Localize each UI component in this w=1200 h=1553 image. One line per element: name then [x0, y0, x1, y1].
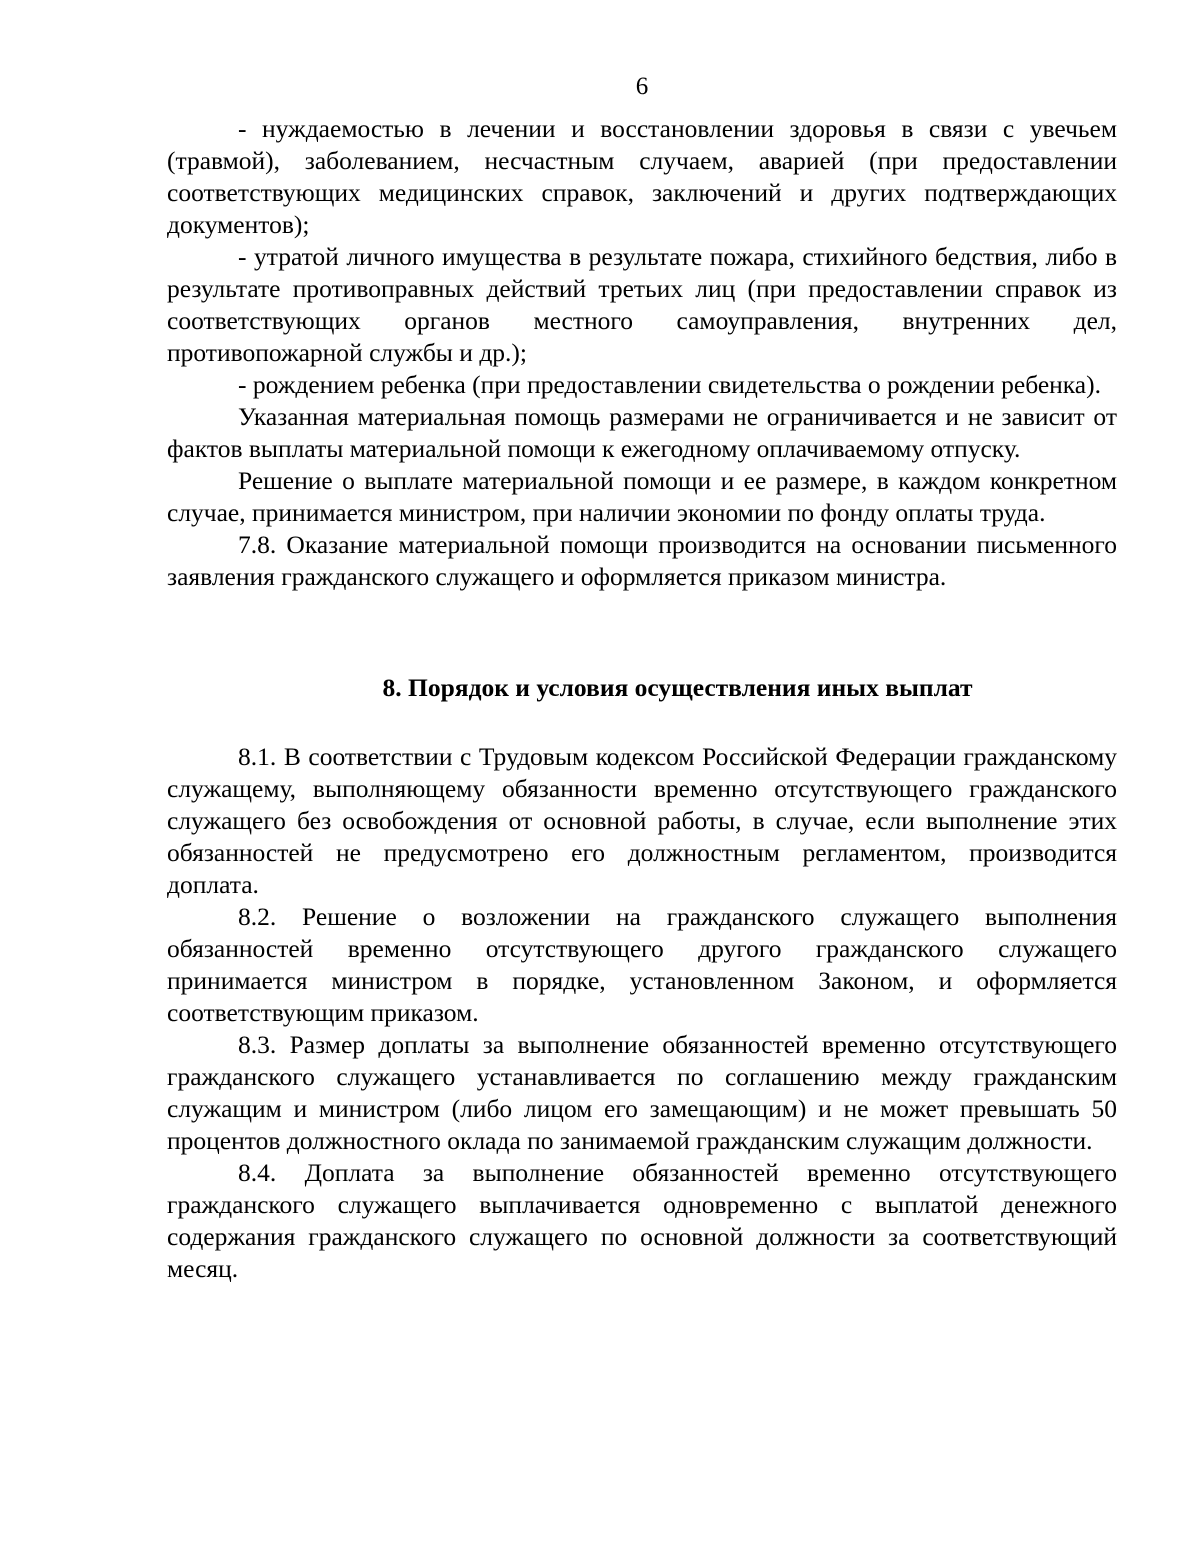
paragraph-child-birth: - рождением ребенка (при предоставлении свидетельства о рождении ребенка).: [238, 370, 1101, 399]
paragraph-aid-not-limited: Указанная материальная помощь размерами не ограничивается и не зависит от фактов выплаты материальной помощи к ежегодному оплачиваемому отпуску.: [167, 402, 1117, 463]
paragraph-health-needs: - нуждаемостью в лечении и восстановлении здоровья в связи с увечьем (травмой), заболеванием, несчастным случаем, аварией (при предоставлении соответствующих медицинских справок, заключений и других подтверждающих документов);: [167, 114, 1117, 239]
paragraph-8-4: 8.4. Доплата за выполнение обязанностей временно отсутствующего гражданского служащего выплачивается одновременно с выплатой денежного содержания гражданского служащего по основной должности за соответствующий месяц.: [167, 1158, 1117, 1283]
paragraph-8-3: 8.3. Размер доплаты за выполнение обязанностей временно отсутствующего гражданского служащего устанавливается по соглашению между гражданским служащим и министром (либо лицом его замещающим) и не может превышать 50 процентов должностного оклада по занимаемой гражданским служащим должности.: [167, 1030, 1117, 1155]
section-heading: 8. Порядок и условия осуществления иных выплат: [382, 673, 973, 702]
page-number: 6: [635, 73, 649, 100]
document-body: [167, 113, 1117, 1285]
paragraph-8-1: 8.1. В соответствии с Трудовым кодексом Российской Федерации гражданскому служащему, выполняющему обязанности временно отсутствующего гражданского служащего без освобождения от основной работы, в случае, если выполнение этих обязанностей не предусмотрено его должностным регламентом, производится доплата.: [167, 742, 1117, 899]
paragraph-7-8: 7.8. Оказание материальной помощи производится на основании письменного заявления гражданского служащего и оформляется приказом министра.: [167, 530, 1117, 591]
paragraph-aid-decision: Решение о выплате материальной помощи и ее размере, в каждом конкретном случае, принимается министром, при наличии экономии по фонду оплаты труда.: [167, 466, 1117, 527]
paragraph-property-loss: - утратой личного имущества в результате пожара, стихийного бедствия, либо в результате противоправных действий третьих лиц (при предоставлении справок из соответствующих органов местного самоуправления, внутренних дел, противопожарной службы и др.);: [167, 242, 1117, 367]
paragraph-8-2: 8.2. Решение о возложении на гражданского служащего выполнения обязанностей временно отсутствующего другого гражданского служащего принимается министром в порядке, установленном Законом, и оформляется соответствующим приказом.: [167, 902, 1117, 1027]
